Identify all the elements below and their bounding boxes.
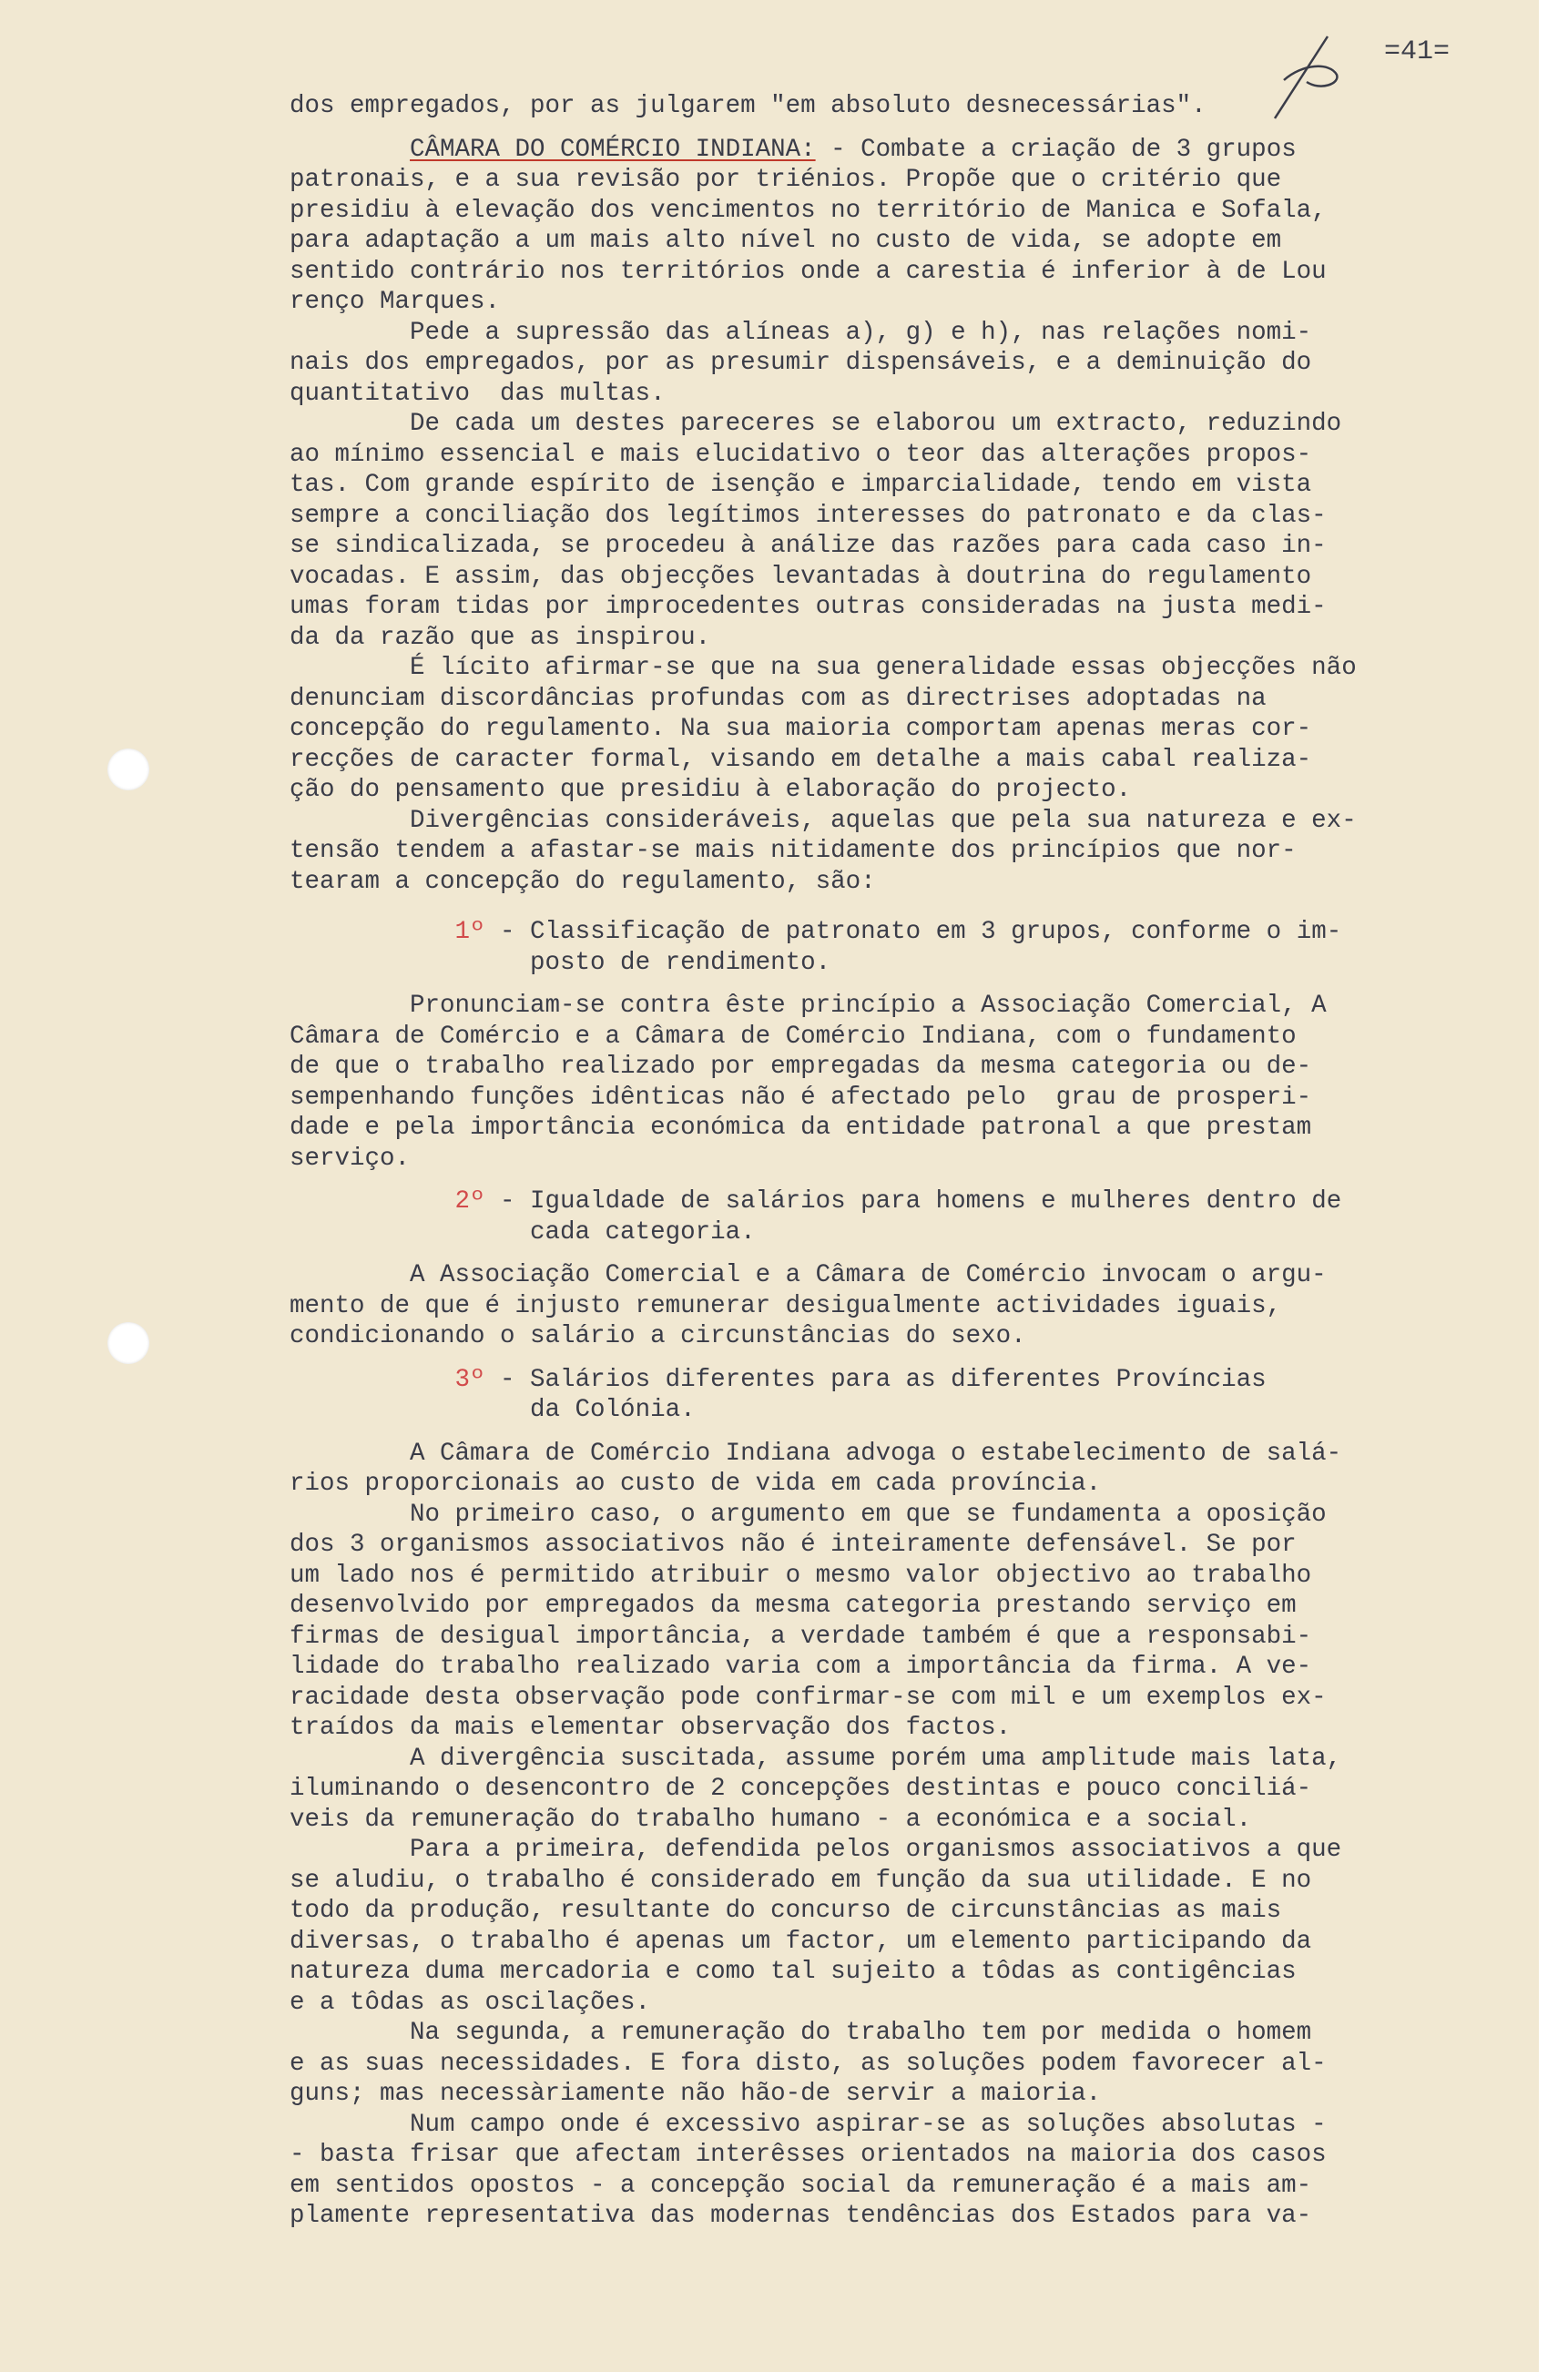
text-line: Na segunda, a remuneração do trabalho tem por medida o homem: [290, 2019, 1312, 2047]
text-line: ção do pensamento que presidiu à elaboração do projecto.: [290, 776, 1132, 804]
text-fragment: - Igualdade de salários para homens e mulheres dentro de: [484, 1187, 1342, 1216]
text-line: [290, 1395, 1546, 1426]
text-line: serviço.: [290, 1144, 411, 1173]
text-line: sempre a conciliação dos legítimos interesses do patronato e da clas-: [290, 501, 1327, 530]
text-line: dade e pela importância económica da entidade patronal a que prestam: [290, 1114, 1312, 1142]
text-line: diversas, o trabalho é apenas um factor, um elemento participando da: [290, 1927, 1312, 1956]
list-item: [290, 1186, 1546, 1217]
list-item: [290, 917, 1546, 948]
list-number: 1º: [454, 918, 485, 946]
text-fragment: cada categoria.: [454, 1217, 756, 1247]
text-line: lidade do trabalho realizado varia com a importância da firma. A ve-: [290, 1653, 1312, 1681]
text-fragment: da Colónia.: [454, 1396, 696, 1424]
text-line: rios proporcionais ao custo de vida em cada província.: [290, 1470, 1102, 1498]
text-line: umas foram tidas por improcedentes outras consideradas na justa medi-: [290, 593, 1327, 621]
text-line: plamente representativa das modernas tendências dos Estados para va-: [290, 2202, 1312, 2230]
text-line: de que o trabalho realizado por empregadas da mesma categoria ou de-: [290, 1053, 1312, 1081]
text-line: condicionando o salário a circunstâncias do sexo.: [290, 1322, 1026, 1350]
text-line: Pede a supressão das alíneas a), g) e h), nas relações nomi-: [290, 318, 1312, 347]
text-line: traídos da mais elementar observação dos factos.: [290, 1714, 1012, 1742]
text-line: - basta frisar que afectam interêsses orientados na maioria dos casos: [290, 2141, 1327, 2169]
text-fragment: - Classificação de patronato em 3 grupos, conforme o im-: [484, 918, 1342, 946]
text-line: A Câmara de Comércio Indiana advoga o estabelecimento de salá-: [290, 1439, 1342, 1468]
text-line: natureza duma mercadoria e como tal sujeito a tôdas as contigências: [290, 1958, 1297, 1986]
text-line: desenvolvido por empregados da mesma categoria prestando serviço em: [290, 1592, 1297, 1620]
text-line: [290, 948, 1546, 979]
text-line: ao mínimo essencial e mais elucidativo o teor das alterações propos-: [290, 440, 1312, 469]
text-line: mento de que é injusto remunerar desigualmente actividades iguais,: [290, 1291, 1282, 1320]
text-line: iluminando o desencontro de 2 concepções destintas e pouco conciliá-: [290, 1775, 1312, 1803]
text-line: sentido contrário nos territórios onde a carestia é inferior à de Lou: [290, 257, 1327, 286]
page-number: =41=: [1384, 36, 1451, 67]
text-line: presidiu à elevação dos vencimentos no território de Manica e Sofala,: [290, 196, 1327, 225]
text-line: patronais, e a sua revisão por triénios. Propõe que o critério que: [290, 166, 1282, 194]
punch-hole-icon: [107, 748, 149, 790]
text-line: todo da produção, resultante do concurso de circunstâncias as mais: [290, 1897, 1282, 1925]
text-line: Divergências consideráveis, aquelas que pela sua natureza e ex-: [290, 806, 1357, 835]
text-line: renço Marques.: [290, 288, 501, 316]
text-line: Pronunciam-se contra êste princípio a Associação Comercial, A: [290, 992, 1327, 1020]
text-line: É lícito afirmar-se que na sua generalidade essas objecções não: [290, 654, 1357, 682]
text-line: racidade desta observação pode confirmar-se com mil e um exemplos ex-: [290, 1683, 1327, 1712]
text-line: nais dos empregados, por as presumir dispensáveis, e a deminuição do: [290, 349, 1312, 377]
text-line: [290, 1217, 1546, 1248]
text-fragment: posto de rendimento.: [454, 948, 831, 977]
text-line: vocadas. E assim, das objecções levantadas à doutrina do regulamento: [290, 562, 1312, 591]
text-line: A Associação Comercial e a Câmara de Comércio invocam o argu-: [290, 1261, 1327, 1289]
text-line: Câmara de Comércio e a Câmara de Comércio Indiana, com o fundamento: [290, 1022, 1297, 1051]
text-line: No primeiro caso, o argumento em que se fundamenta a oposição: [290, 1500, 1327, 1529]
text-line: e a tôdas as oscilações.: [290, 1988, 651, 2017]
text-line: dos empregados, por as julgarem "em absoluto desnecessárias".: [290, 92, 1207, 120]
text-line: De cada um destes pareceres se elaborou um extracto, reduzindo: [290, 410, 1342, 438]
text-line: denunciam discordâncias profundas com as directrises adoptadas na: [290, 684, 1267, 713]
text-line: tearam a concepção do regulamento, são:: [290, 867, 876, 896]
text-line: veis da remuneração do trabalho humano - a económica e a social.: [290, 1805, 1252, 1834]
text-fragment: - Combate a criação de 3 grupos: [815, 135, 1297, 164]
text-line: tensão tendem a afastar-se mais nitidamente dos princípios que nor-: [290, 837, 1297, 865]
text-line: tas. Com grande espírito de isenção e imparcialidade, tendo em vista: [290, 471, 1312, 499]
section-heading: CÂMARA DO COMÉRCIO INDIANA:: [410, 135, 816, 164]
text-line: recções de caracter formal, visando em detalhe a mais cabal realiza-: [290, 745, 1312, 774]
text-line: sempenhando funções idênticas não é afectado pelo grau de prosperi-: [290, 1083, 1312, 1112]
text-line: concepção do regulamento. Na sua maioria comportam apenas meras cor-: [290, 715, 1312, 743]
list-number: 3º: [454, 1365, 485, 1394]
text-line: [290, 135, 1546, 166]
text-line: para adaptação a um mais alto nível no custo de vida, se adopte em: [290, 227, 1282, 255]
text-line: A divergência suscitada, assume porém uma amplitude mais lata,: [290, 1744, 1342, 1773]
text-line: quantitativo das multas.: [290, 379, 666, 408]
text-line: se sindicalizada, se procedeu à análize das razões para cada caso in-: [290, 532, 1327, 560]
text-line: um lado nos é permitido atribuir o mesmo valor objectivo ao trabalho: [290, 1561, 1312, 1590]
text-line: em sentidos opostos - a concepção social da remuneração é a mais am-: [290, 2171, 1312, 2200]
text-line: da da razão que as inspirou.: [290, 623, 711, 652]
punch-hole-icon: [107, 1322, 149, 1364]
text-fragment: - Salários diferentes para as diferentes Províncias: [484, 1365, 1267, 1394]
text-line: guns; mas necessàriamente não hão-de servir a maioria.: [290, 2080, 1102, 2108]
text-line: Para a primeira, defendida pelos organismos associativos a que: [290, 1836, 1342, 1864]
text-line: firmas de desigual importância, a verdade também é que a responsabi-: [290, 1622, 1312, 1651]
list-item: [290, 1365, 1546, 1396]
text-line: dos 3 organismos associativos não é inteiramente defensável. Se por: [290, 1531, 1297, 1559]
text-line: Num campo onde é excessivo aspirar-se as soluções absolutas -: [290, 2110, 1327, 2139]
text-line: e as suas necessidades. E fora disto, as soluções podem favorecer al-: [290, 2049, 1327, 2078]
document-body: [290, 91, 1546, 2232]
text-line: se aludiu, o trabalho é considerado em função da sua utilidade. E no: [290, 1866, 1312, 1895]
list-number: 2º: [454, 1187, 485, 1216]
